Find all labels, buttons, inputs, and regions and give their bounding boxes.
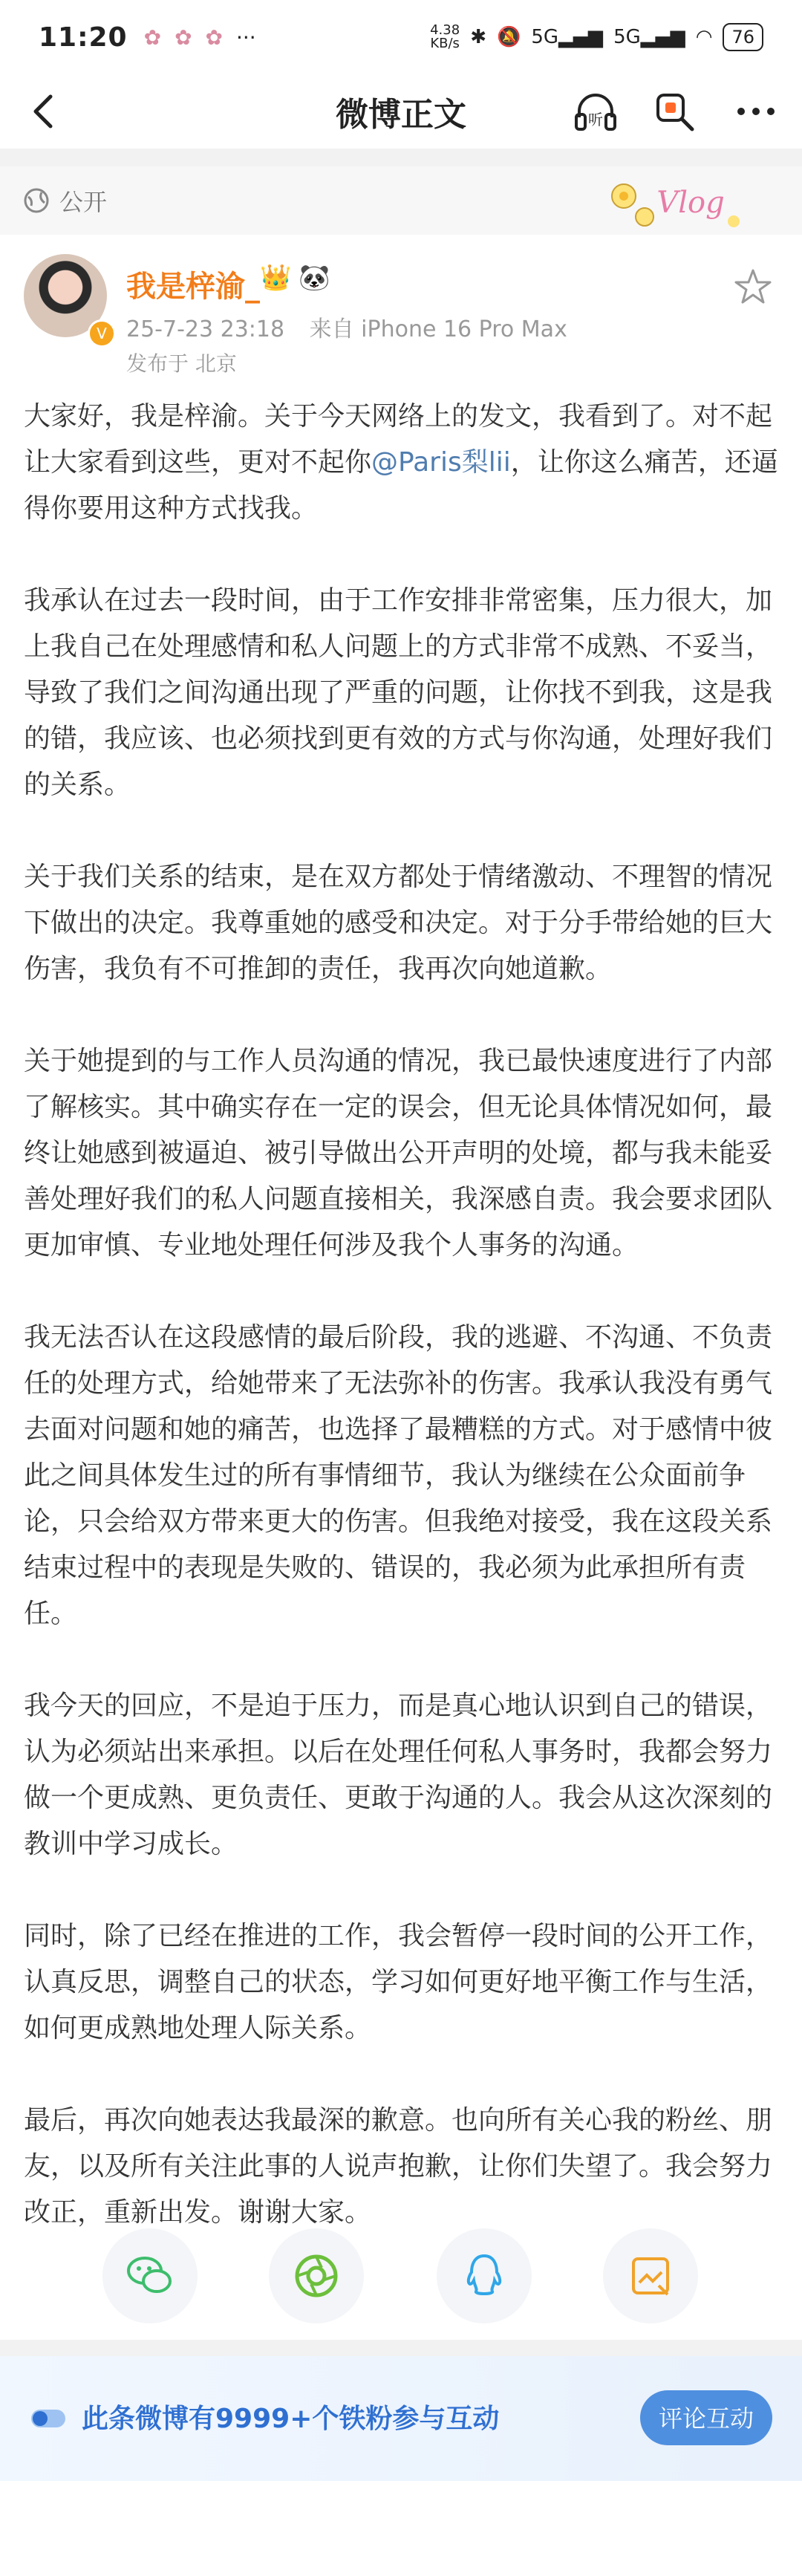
more-dots-icon xyxy=(732,88,780,135)
fan-engagement-banner xyxy=(0,2356,802,2481)
paragraph: 关于她提到的与工作人员沟通的情况，我已最快速度进行了内部了解核实。其中确实存在一定的误会，但无论具体情况如何，最终让她感到被逼迫、被引导做出公开声明的处境，都与我未能妥善处理好我们的私人问题直接相关，我深感自责。我会要求团队更加审慎、专业地处理任何涉及我个人事务的沟通。 xyxy=(24,1046,773,1261)
svg-text:Vlog: Vlog xyxy=(656,186,725,220)
mention-link[interactable]: @Paris梨lii xyxy=(371,447,511,478)
search-icon xyxy=(652,88,700,135)
flower-icon: ✿ xyxy=(175,25,192,50)
post-body xyxy=(24,394,778,2282)
favorite-star-icon[interactable] xyxy=(734,267,772,306)
author-header xyxy=(0,245,802,386)
panda-badge-icon[interactable]: 🐼 xyxy=(299,263,330,293)
signal-1: 5G▂▄▆ xyxy=(531,26,604,48)
vlog-badge xyxy=(602,169,750,238)
share-row xyxy=(0,2221,802,2325)
page-title: 微博正文 xyxy=(336,96,466,134)
post-meta xyxy=(126,310,585,343)
search-button[interactable] xyxy=(652,88,700,135)
headphones-icon xyxy=(572,88,619,135)
wifi-icon: ◠ xyxy=(695,26,713,48)
separator xyxy=(0,149,802,166)
flower-icon: ✿ xyxy=(143,25,162,50)
moments-icon xyxy=(290,2250,342,2302)
post-location: 发布于 北京 xyxy=(126,351,237,376)
share-moments-button[interactable] xyxy=(269,2228,364,2323)
paragraph: 关于我们关系的结束，是在双方都处于情绪激动、不理智的情况下做出的决定。我尊重她的感受和决定。对于分手带给她的巨大伤害，我负有不可推卸的责任，我再次向她道歉。 xyxy=(24,862,773,984)
nav-bar xyxy=(0,74,802,149)
status-time: 11:20 xyxy=(39,22,128,53)
engagement-text: 此条微博有9999+个铁粉参与互动 xyxy=(82,2404,500,2434)
author-name[interactable]: 我是梓渝_ xyxy=(126,270,260,304)
paragraph: 最后，再次向她表达我最深的歉意。也向所有关心我的粉丝、朋友，以及所有关注此事的人说声抱歉，让你们失望了。我会努力改正，重新出发。谢谢大家。 xyxy=(24,2105,773,2228)
signal-2: 5G▂▄▆ xyxy=(613,26,685,48)
paragraph: 我无法否认在这段感情的最后阶段，我的逃避、不沟通、不负责任的处理方式，给她带来了无法弥补的伤害。我承认我没有勇气去面对问题和她的痛苦，也选择了最糟糕的方式。对于感情中彼此之间具体发生过的所有事情细节，我认为继续在公众面前争论，只会给双方带来更大的伤害。但我绝对接受，我在这段关系结束过程中的表现是失败的、错误的，我必须为此承担所有责任。 xyxy=(24,1322,773,1629)
paragraph: 我承认在过去一段时间，由于工作安排非常密集，压力很大，加上我自己在处理感情和私人问题上的方式非常不成熟、不妥当，导致了我们之间沟通出现了严重的问题，让你找不到我，这是我的错，我应该、也必须找到更有效的方式与你沟通，处理好我们的关系。 xyxy=(24,585,773,800)
visibility-label: 公开 xyxy=(59,188,108,216)
post-source: 来自 iPhone 16 Pro Max xyxy=(309,316,567,342)
net-speed: 4.38 KB/s xyxy=(430,22,460,51)
wechat-icon xyxy=(124,2250,176,2302)
back-icon[interactable] xyxy=(22,89,67,134)
download-image-icon xyxy=(625,2250,677,2302)
listen-button[interactable] xyxy=(572,88,619,135)
more-dots-icon: ··· xyxy=(236,25,256,50)
flower-icon: ✿ xyxy=(205,25,223,50)
paragraph: 同时，除了已经在推进的工作，我会暂停一段时间的公开工作，认真反思，调整自己的状态，学习如何更好地平衡工作与生活，如何更成熟地处理人际关系。 xyxy=(24,1921,773,2043)
paragraph: 我今天的回应，不是迫于压力，而是真心地认识到自己的错误，认为必须站出来承担。以后在处理任何私人事务时，我都会努力做一个更成熟、更负责任、更敢于沟通的人。我会从这次深刻的教训中学习成长。 xyxy=(24,1691,773,1859)
share-wechat-button[interactable] xyxy=(102,2228,198,2323)
mute-icon: 🔕 xyxy=(496,26,521,48)
post-date: 25-7-23 23:18 xyxy=(126,316,285,342)
crown-badge-icon[interactable]: 👑 xyxy=(260,263,292,293)
name-badges xyxy=(260,263,330,293)
qq-icon xyxy=(458,2250,510,2302)
globe-icon xyxy=(22,186,50,215)
more-button[interactable] xyxy=(732,88,780,135)
separator xyxy=(0,2340,802,2356)
notification-icons xyxy=(144,25,256,50)
share-save-button[interactable] xyxy=(603,2228,698,2323)
fan-toggle-icon xyxy=(30,2405,67,2432)
paragraph: 大家好，我是梓渝。关于今天网络上的发文，我看到了。对不起让大家看到这些，更对不起你@Paris梨lii，让你这么痛苦，还逼得你要用这种方式找我。 xyxy=(24,401,778,524)
comment-interact-button[interactable]: 评论互动 xyxy=(640,2390,772,2445)
status-bar xyxy=(0,0,802,74)
verified-badge-icon: V xyxy=(88,319,116,348)
bluetooth-icon: ✱ xyxy=(470,26,486,48)
battery-indicator: 76 xyxy=(723,23,763,51)
share-qq-button[interactable] xyxy=(437,2228,532,2323)
svg-text:听: 听 xyxy=(588,111,603,129)
